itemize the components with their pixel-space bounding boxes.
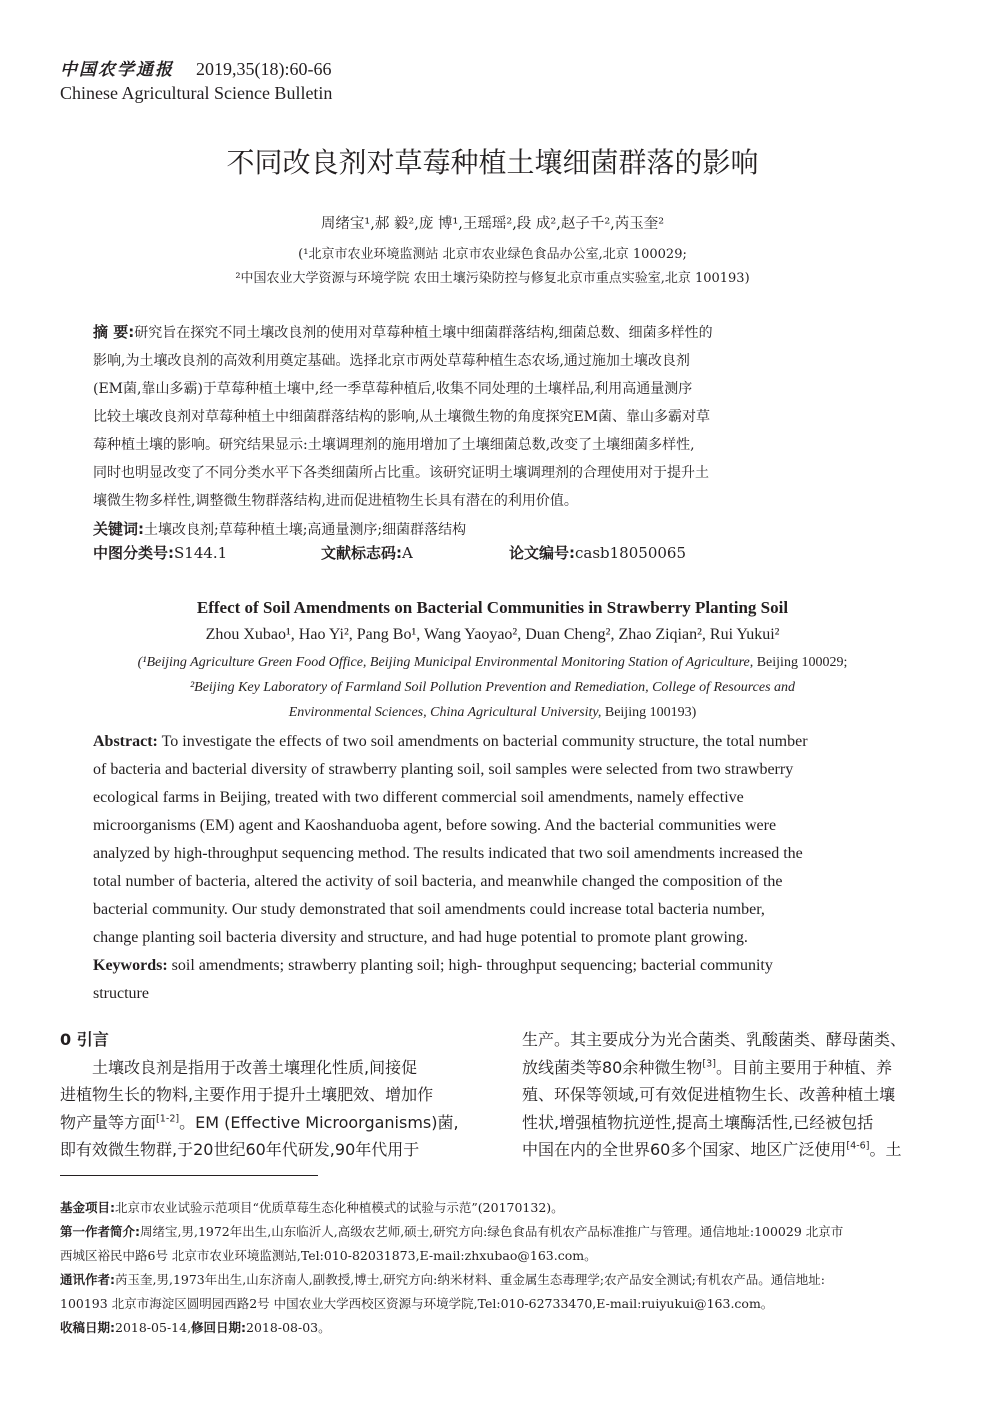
authors-cn: 周绪宝¹,郝 毅²,庞 博¹,王瑶瑶²,段 成²,赵子千²,芮玉奎² xyxy=(320,216,665,232)
abstract-en-line: analyzed by high-throughput sequencing method. The results indicated that two soil amendments increased the xyxy=(93,845,803,862)
citation-marker: [4-6] xyxy=(846,1140,870,1152)
affiliation-en-3 xyxy=(0,705,985,721)
corresponding-text: 芮玉奎,男,1973年出生,山东济南人,副教授,博士,研究方向:纳米材料、重金属生态毒理学;农产品安全测试;有机农产品。通信地址: xyxy=(115,1272,825,1287)
abstract-en xyxy=(93,728,913,1008)
abstract-cn-line: 莓种植土壤的影响。研究结果显示:土壤调理剂的施用增加了土壤细菌总数,改变了土壤细菌多样性, xyxy=(93,437,695,453)
affiliation-en-2: ²Beijing Key Laboratory of Farmland Soil Pollution Prevention and Remediation, College of Resources and xyxy=(189,680,796,695)
keywords-en: soil amendments; strawberry planting soil; high- throughput sequencing; bacterial community xyxy=(167,957,773,974)
intro-right-column xyxy=(522,1026,947,1164)
abstract-cn-line: 比较土壤改良剂对草莓种植土中细菌群落结构的影响,从土壤微生物的角度探究EM菌、靠山多霸对草 xyxy=(93,409,711,425)
abstract-cn-line: 同时也明显改变了不同分类水平下各类细菌所占比重。该研究证明土壤调理剂的合理使用对于提升土 xyxy=(93,465,709,481)
abstract-cn-line: (EM菌,靠山多霸)于草莓种植土壤中,经一季草莓种植后,收集不同处理的土壤样品,利用高通量测序 xyxy=(93,381,693,397)
affiliation-en-1 xyxy=(0,655,985,671)
abstract-en-label: Abstract: xyxy=(93,733,158,750)
abstract-cn-label: 摘 要: xyxy=(93,323,135,341)
abstract-en-line: total number of bacteria, altered the activity of soil bacteria, and meanwhile changed the composition of the xyxy=(93,873,783,890)
journal-header xyxy=(60,55,331,80)
intro-line: 物产量等方面[1-2]。EM (Effective Microorganisms)菌, xyxy=(60,1112,459,1132)
intro-line: 即有效微生物群,于20世纪60年代研发,90年代用于 xyxy=(60,1140,420,1159)
abstract-en-line: of bacteria and bacterial diversity of strawberry planting soil, soil samples were selected from two strawberry xyxy=(93,761,794,778)
abstract-cn xyxy=(93,318,913,544)
corresponding-text-cont: 100193 北京市海淀区圆明园西路2号 中国农业大学西校区资源与环境学院,Tel:010-62733470,E-mail:ruiyukui@163.com。 xyxy=(60,1296,774,1311)
intro-line: 性状,增强植物抗逆性,提高土壤酶活性,已经被包括 xyxy=(522,1112,874,1132)
clc-value: S144.1 xyxy=(174,544,228,562)
fund-text: 北京市农业试验示范项目“优质草莓生态化种植模式的试验与示范”(20170132)。 xyxy=(115,1200,564,1215)
intro-line: 殖、环保等领域,可有效促进植物生长、改善种植土壤 xyxy=(522,1085,896,1104)
intro-line: 土壤改良剂是指用于改善土壤理化性质,间接促 xyxy=(92,1057,418,1077)
paper-title-cn: 不同改良剂对草莓种植土壤细菌群落的影响 xyxy=(226,146,759,179)
affiliation-en-1-plain: Beijing 100029; xyxy=(753,655,848,670)
affiliation-en-3-italic: Environmental Sciences, China Agricultural University, xyxy=(288,705,602,720)
volume-info: 2019,35(18):60-66 xyxy=(196,59,332,79)
abstract-en-line: bacterial community. Our study demonstrated that soil amendments could increase total bacteria number, xyxy=(93,901,765,918)
affiliation-cn-1: (¹北京市农业环境监测站 北京市农业绿色食品办公室,北京 100029; xyxy=(298,247,687,262)
keywords-cn: 土壤改良剂;草莓种植土壤;高通量测序;细菌群落结构 xyxy=(144,522,467,538)
fund-label: 基金项目: xyxy=(60,1200,115,1215)
affiliation-cn-2: ²中国农业大学资源与环境学院 农田土壤污染防控与修复北京市重点实验室,北京 100193) xyxy=(235,271,750,286)
received-date: 2018-05-14, xyxy=(115,1320,192,1335)
affiliation-en-1-italic: (¹Beijing Agriculture Green Food Office, Beijing Municipal Environmental Monitoring Station of Agriculture, xyxy=(137,655,754,670)
first-author-text-cont: 西城区裕民中路6号 北京市农业环境监测站,Tel:010-82031873,E-mail:zhxubao@163.com。 xyxy=(60,1248,597,1263)
abstract-cn-line: 影响,为土壤改良剂的高效利用奠定基础。选择北京市两处草莓种植生态农场,通过施加土壤改良剂 xyxy=(93,353,690,369)
corresponding-label: 通讯作者: xyxy=(60,1272,115,1287)
paper-no-value: casb18050065 xyxy=(575,544,686,562)
intro-line: 生产。其主要成分为光合菌类、乳酸菌类、酵母菌类、 xyxy=(522,1030,907,1049)
journal-name-en: Chinese Agricultural Science Bulletin xyxy=(60,83,333,103)
citation-marker: [3] xyxy=(702,1058,716,1070)
abstract-en-line: ecological farms in Beijing, treated with two different commercial soil amendments, namely effective xyxy=(93,789,744,806)
doc-code-label: 文献标志码: xyxy=(321,544,402,562)
intro-line: 进植物生长的物料,主要作用于提升土壤肥效、增加作 xyxy=(60,1085,434,1104)
paper-title-en: Effect of Soil Amendments on Bacterial Communities in Strawberry Planting Soil xyxy=(196,598,789,617)
received-label: 收稿日期: xyxy=(60,1320,115,1335)
keywords-en-cont: structure xyxy=(93,985,149,1002)
abstract-en-line: To investigate the effects of two soil amendments on bacterial community structure, the total number xyxy=(157,733,808,750)
intro-line: 放线菌类等80余种微生物[3]。目前主要用于种植、养 xyxy=(522,1057,892,1077)
classification-row xyxy=(93,542,686,563)
section-heading: 0 引言 xyxy=(60,1030,109,1049)
keywords-cn-label: 关键词: xyxy=(93,520,144,538)
first-author-text: 周绪宝,男,1972年出生,山东临沂人,高级农艺师,硕士,研究方向:绿色食品有机农产品标准推广与管理。通信地址:100029 北京市 xyxy=(140,1224,844,1239)
doc-code-value: A xyxy=(402,544,413,562)
intro-line: 中国在内的全世界60多个国家、地区广泛使用[4-6]。土 xyxy=(522,1140,902,1159)
first-author-label: 第一作者简介: xyxy=(60,1224,140,1239)
abstract-en-line: change planting soil bacteria diversity and structure, and had huge potential to promote plant growing. xyxy=(93,929,748,946)
footnote-divider xyxy=(60,1175,318,1176)
keywords-en-label: Keywords: xyxy=(93,957,168,974)
footnotes xyxy=(60,1196,948,1340)
paper-no-label: 论文编号: xyxy=(509,544,575,562)
affiliation-en-3-plain: Beijing 100193) xyxy=(601,705,697,720)
revised-label: 修回日期: xyxy=(191,1320,247,1335)
authors-en: Zhou Xubao¹, Hao Yi², Pang Bo¹, Wang Yaoyao², Duan Cheng², Zhao Ziqian², Rui Yukui² xyxy=(205,626,780,643)
journal-name-cn: 中国农学通报 xyxy=(60,60,174,80)
intro-left-column xyxy=(60,1026,485,1164)
abstract-en-line: microorganisms (EM) agent and Kaoshanduoba agent, before sowing. And the bacterial communities were xyxy=(93,817,777,834)
revised-date: 2018-08-03。 xyxy=(246,1320,331,1335)
abstract-cn-line: 研究旨在探究不同土壤改良剂的使用对草莓种植土壤中细菌群落结构,细菌总数、细菌多样性的 xyxy=(134,325,713,341)
abstract-cn-line: 壤微生物多样性,调整微生物群落结构,进而促进植物生长具有潜在的利用价值。 xyxy=(93,493,578,509)
clc-label: 中图分类号: xyxy=(93,544,174,562)
citation-marker: [1-2] xyxy=(156,1113,180,1125)
